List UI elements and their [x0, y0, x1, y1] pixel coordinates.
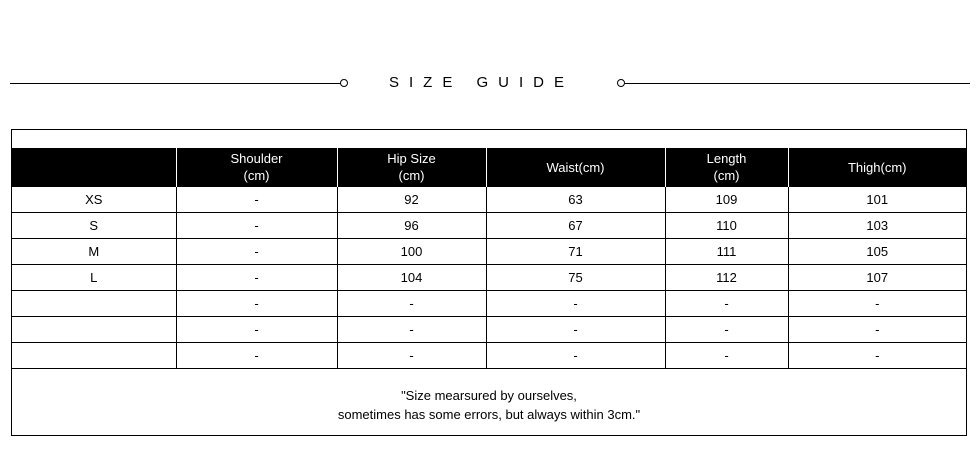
table-cell-length: - [665, 343, 788, 369]
table-header-row [12, 148, 966, 187]
table-cell-waist: 71 [486, 239, 665, 265]
column-header-waist: Waist(cm) [486, 148, 665, 187]
table-cell-hip: 104 [337, 265, 486, 291]
column-header-length: Length (cm) [665, 148, 788, 187]
table-row [12, 265, 966, 291]
size-guide-header [0, 70, 978, 98]
size-table-frame [11, 129, 967, 436]
table-cell-waist: - [486, 343, 665, 369]
size-table [12, 148, 966, 369]
column-header-thigh: Thigh(cm) [788, 148, 966, 187]
table-cell-waist: 63 [486, 187, 665, 213]
table-cell-thigh: 101 [788, 187, 966, 213]
table-cell-hip: - [337, 317, 486, 343]
table-cell-hip: 92 [337, 187, 486, 213]
table-cell-size: S [12, 213, 176, 239]
table-cell-shoulder: - [176, 317, 337, 343]
table-cell-shoulder: - [176, 213, 337, 239]
table-cell-waist: - [486, 317, 665, 343]
title-circle-right-icon [617, 79, 625, 87]
column-header-shoulder: Shoulder (cm) [176, 148, 337, 187]
note-line-2: sometimes has some errors, but always within 3cm." [337, 407, 641, 422]
table-cell-hip: - [337, 343, 486, 369]
table-cell-size: XS [12, 187, 176, 213]
table-cell-hip: - [337, 291, 486, 317]
table-cell-length: - [665, 291, 788, 317]
title-circle-left-icon [340, 79, 348, 87]
title-divider-right [625, 83, 970, 84]
table-cell-thigh: - [788, 291, 966, 317]
table-cell-length: 110 [665, 213, 788, 239]
table-cell-size: L [12, 265, 176, 291]
table-cell-thigh: 105 [788, 239, 966, 265]
table-cell-shoulder: - [176, 343, 337, 369]
column-header-hip: Hip Size (cm) [337, 148, 486, 187]
table-cell-length: 112 [665, 265, 788, 291]
table-cell-thigh: 103 [788, 213, 966, 239]
table-row [12, 213, 966, 239]
table-cell-length: 109 [665, 187, 788, 213]
table-cell-size [12, 317, 176, 343]
table-cell-shoulder: - [176, 187, 337, 213]
table-cell-thigh: - [788, 317, 966, 343]
table-cell-shoulder: - [176, 239, 337, 265]
table-cell-waist: 67 [486, 213, 665, 239]
table-cell-shoulder: - [176, 291, 337, 317]
table-cell-waist: - [486, 291, 665, 317]
table-cell-hip: 96 [337, 213, 486, 239]
table-row [12, 343, 966, 369]
note-line-1: "Size mearsured by ourselves, [401, 388, 577, 403]
table-cell-waist: 75 [486, 265, 665, 291]
table-row [12, 291, 966, 317]
table-cell-length: 111 [665, 239, 788, 265]
table-row [12, 187, 966, 213]
table-cell-size: M [12, 239, 176, 265]
table-cell-size [12, 291, 176, 317]
table-cell-size [12, 343, 176, 369]
table-cell-thigh: 107 [788, 265, 966, 291]
page-title: SIZE GUIDE [388, 74, 574, 91]
table-cell-thigh: - [788, 343, 966, 369]
table-cell-hip: 100 [337, 239, 486, 265]
measurement-note [12, 386, 966, 424]
table-cell-length: - [665, 317, 788, 343]
column-header-size [12, 148, 176, 187]
table-row [12, 239, 966, 265]
title-divider-left [10, 83, 341, 84]
table-row [12, 317, 966, 343]
table-cell-shoulder: - [176, 265, 337, 291]
